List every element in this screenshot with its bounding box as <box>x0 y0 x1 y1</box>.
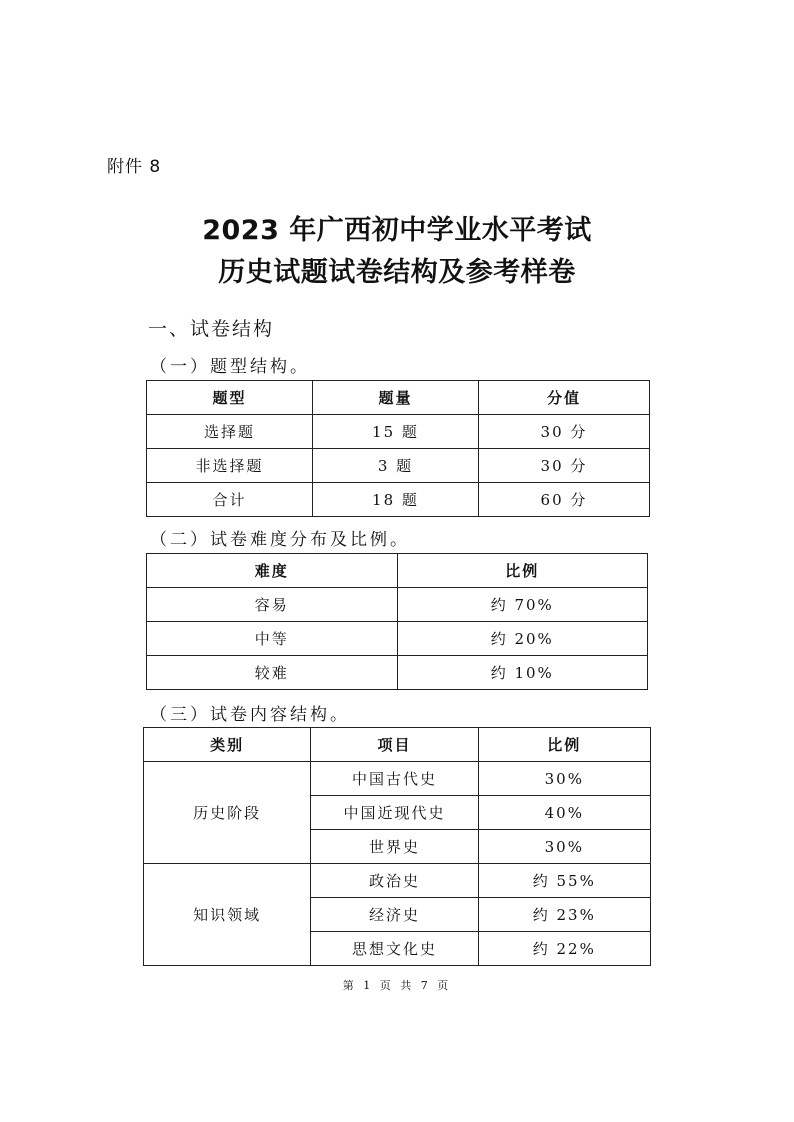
subheading-difficulty: （二）试卷难度分布及比例。 <box>150 530 410 550</box>
table-row <box>144 864 651 898</box>
table-cell: 约 10% <box>397 656 648 690</box>
question-type-table <box>146 380 650 517</box>
annex-label: 附件 8 <box>107 157 162 177</box>
table-cell: 约 22% <box>478 932 650 966</box>
content-structure-table <box>143 727 651 966</box>
table-row <box>147 656 648 690</box>
table-row <box>147 622 648 656</box>
table-cell: 较难 <box>147 656 398 690</box>
table-cell: 中等 <box>147 622 398 656</box>
table-row <box>147 483 650 517</box>
category-cell: 历史阶段 <box>144 762 311 864</box>
table-header-cell: 题量 <box>312 381 478 415</box>
table-cell: 约 55% <box>478 864 650 898</box>
table-row <box>147 415 650 449</box>
table-header-cell: 项目 <box>311 728 478 762</box>
table-header-cell: 比例 <box>397 554 648 588</box>
table-cell: 选择题 <box>147 415 313 449</box>
difficulty-table <box>146 553 648 690</box>
table-header-cell: 类别 <box>144 728 311 762</box>
table-header-cell: 题型 <box>147 381 313 415</box>
table-cell: 世界史 <box>311 830 478 864</box>
table-cell: 中国近现代史 <box>311 796 478 830</box>
table-cell: 30% <box>478 762 650 796</box>
table-cell: 18 题 <box>312 483 478 517</box>
table-header-row <box>144 728 651 762</box>
table-header-cell: 分值 <box>478 381 649 415</box>
table-cell: 30 分 <box>478 415 649 449</box>
table-cell: 非选择题 <box>147 449 313 483</box>
table-header-cell: 比例 <box>478 728 650 762</box>
table-row <box>147 449 650 483</box>
table-cell: 40% <box>478 796 650 830</box>
document-title-line-1: 2023 年广西初中学业水平考试 <box>202 215 592 246</box>
table-cell: 15 题 <box>312 415 478 449</box>
table-header-cell: 难度 <box>147 554 398 588</box>
table-cell: 合计 <box>147 483 313 517</box>
table-cell: 30% <box>478 830 650 864</box>
subheading-question-types: （一）题型结构。 <box>150 357 310 377</box>
table-cell: 约 20% <box>397 622 648 656</box>
table-cell: 政治史 <box>311 864 478 898</box>
subheading-content-structure: （三）试卷内容结构。 <box>150 705 350 725</box>
table-row <box>144 762 651 796</box>
table-cell: 容易 <box>147 588 398 622</box>
table-cell: 3 题 <box>312 449 478 483</box>
section-heading-structure: 一、试卷结构 <box>148 318 275 340</box>
table-cell: 30 分 <box>478 449 649 483</box>
table-cell: 约 70% <box>397 588 648 622</box>
page-footer: 第 1 页 共 7 页 <box>342 979 452 992</box>
table-row <box>147 588 648 622</box>
table-cell: 60 分 <box>478 483 649 517</box>
table-cell: 约 23% <box>478 898 650 932</box>
table-cell: 经济史 <box>311 898 478 932</box>
table-cell: 中国古代史 <box>311 762 478 796</box>
table-cell: 思想文化史 <box>311 932 478 966</box>
category-cell: 知识领域 <box>144 864 311 966</box>
document-title-line-2: 历史试题试卷结构及参考样卷 <box>218 257 576 288</box>
table-header-row <box>147 381 650 415</box>
table-header-row <box>147 554 648 588</box>
